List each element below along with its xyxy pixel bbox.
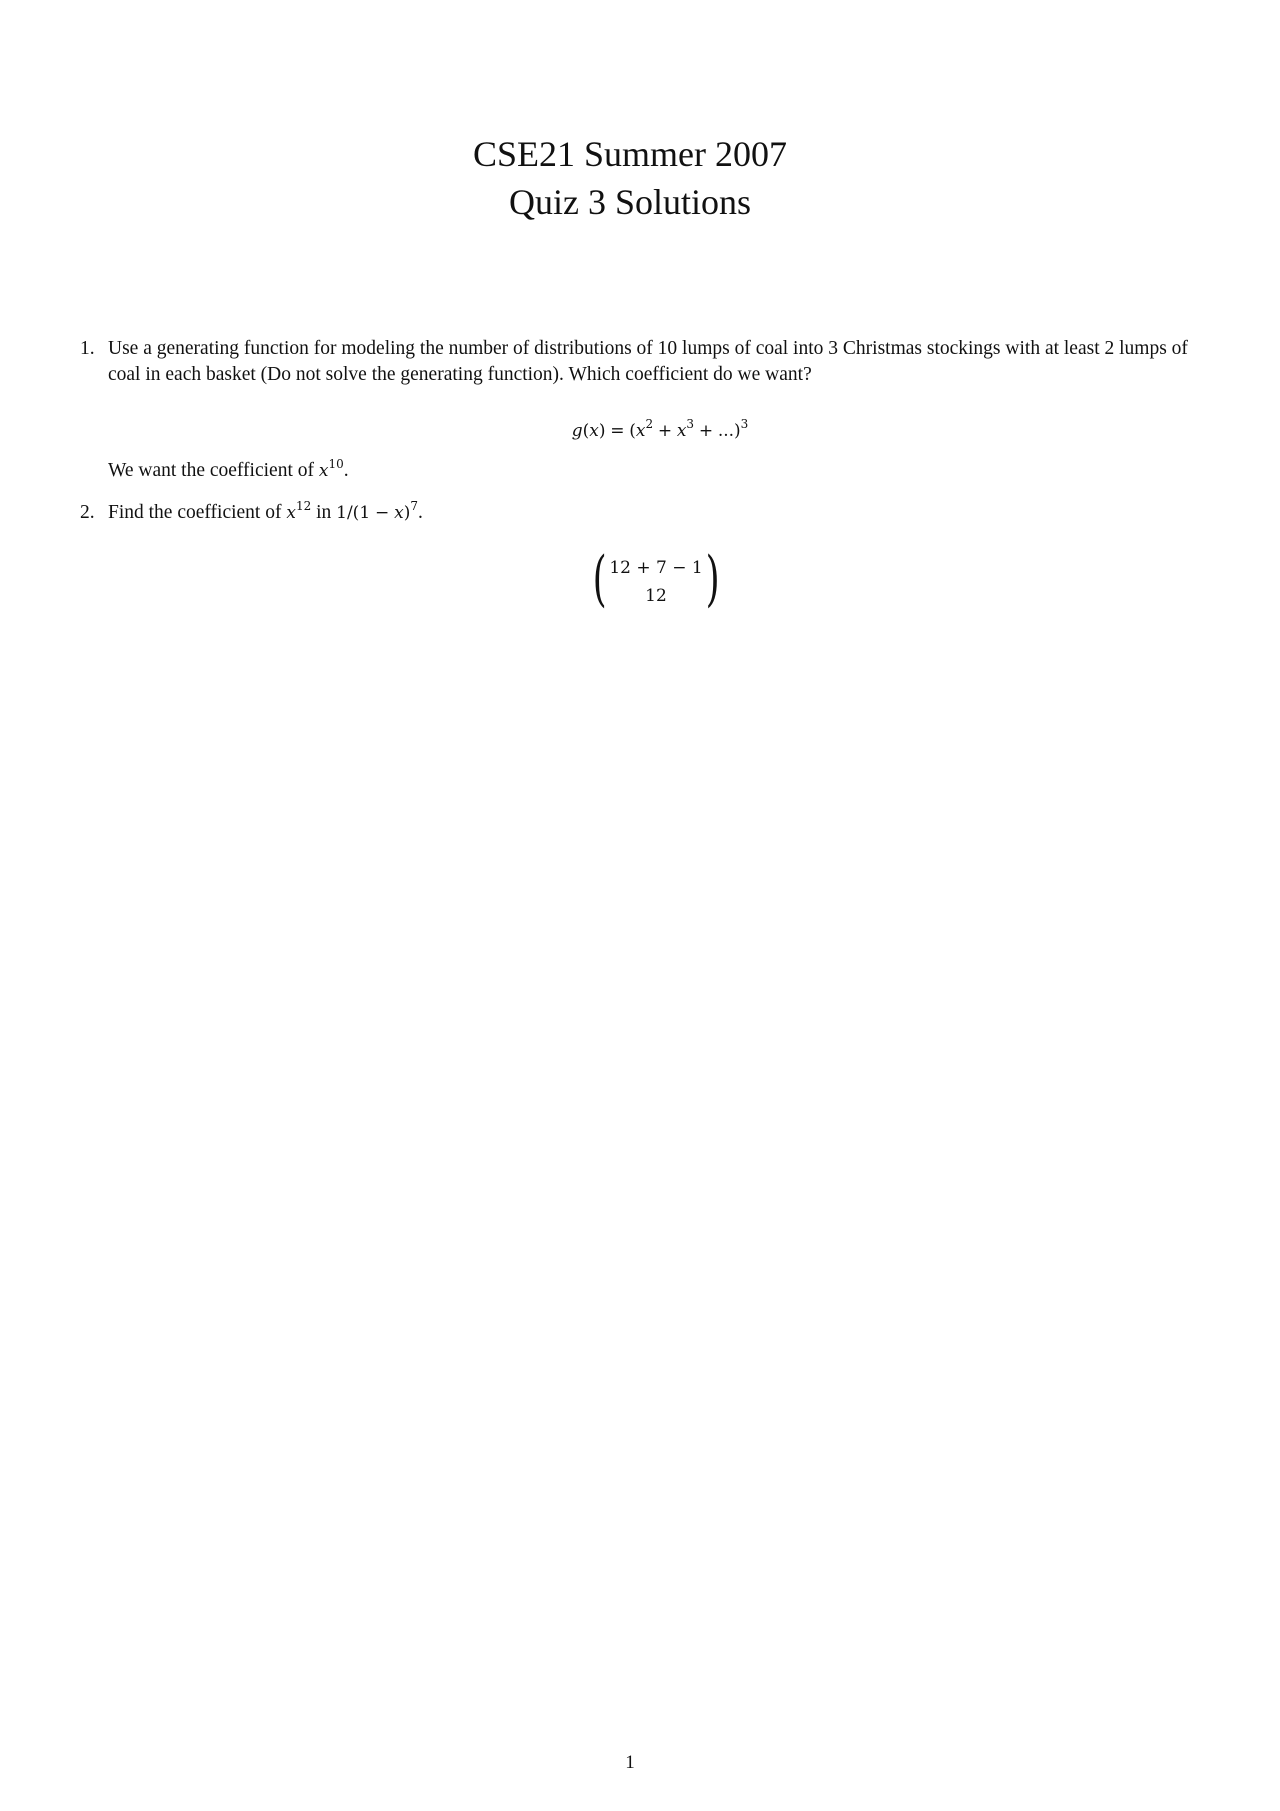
course-title: CSE21 Summer 2007 [472, 134, 787, 174]
p2-expr-num: 1/(1 [336, 503, 371, 523]
quiz-title: Quiz 3 Solutions [508, 182, 751, 222]
answer-exp: 10 [328, 457, 344, 471]
eq-plus-2: + [698, 421, 714, 441]
answer-var: x [318, 461, 329, 481]
problem-1 [80, 336, 1210, 388]
binom-left-paren: ( [592, 544, 607, 614]
eq-open-paren: ( [629, 421, 636, 441]
page-number: 1 [625, 1752, 635, 1773]
problem-1-answer [108, 457, 349, 482]
answer-suffix: . [343, 460, 349, 481]
p2-exp: 12 [295, 499, 312, 513]
generating-function-equation: $g(x) = (x^2 + x^3 + ...)^3$ [571, 417, 749, 441]
eq-term1-base: x [635, 421, 646, 441]
eq-term1-exp: 2 [645, 417, 654, 431]
p2-mid: in [316, 502, 332, 523]
problem-1-text: Use a generating function for modeling the number of distributions of 10 lumps of coal into 3 Christmas stockings with at least 2 lumps of coal in each basket (Do not solve the generating function). Which coefficient do we want? [108, 338, 1188, 385]
eq-plus-1: + [657, 421, 673, 441]
eq-dots: ... [717, 421, 735, 441]
p2-expr-minus: − [375, 503, 390, 523]
binomial-coefficient [590, 544, 722, 614]
binom-top: 12 + 7 − 1 [609, 558, 703, 578]
eq-equals: = [610, 421, 625, 441]
problem-2-number: 2. [80, 502, 95, 523]
eq-outer-exp: 3 [740, 417, 749, 431]
answer-prefix: We want the coefficient of [108, 460, 314, 481]
problem-2-text [108, 500, 1210, 526]
problem-2 [80, 500, 1210, 526]
p2-var: x [286, 503, 296, 523]
p2-expr-var: x [394, 503, 404, 523]
binom-bottom: 12 [645, 586, 667, 606]
eq-term2-exp: 3 [686, 417, 695, 431]
problem-1-number: 1. [80, 338, 95, 359]
p2-expr-close: ) [403, 503, 411, 523]
eq-fn-var: x [589, 421, 599, 441]
eq-close-paren: ) [734, 421, 741, 441]
p2-suffix: . [418, 502, 423, 523]
eq-term2-base: x [676, 421, 687, 441]
title-block [0, 130, 1260, 226]
eq-fn-name: g [571, 421, 583, 441]
binom-right-paren: ) [705, 544, 720, 614]
p2-expr-exp: 7 [410, 499, 419, 513]
p2-prefix: Find the coefficient of [108, 502, 282, 523]
